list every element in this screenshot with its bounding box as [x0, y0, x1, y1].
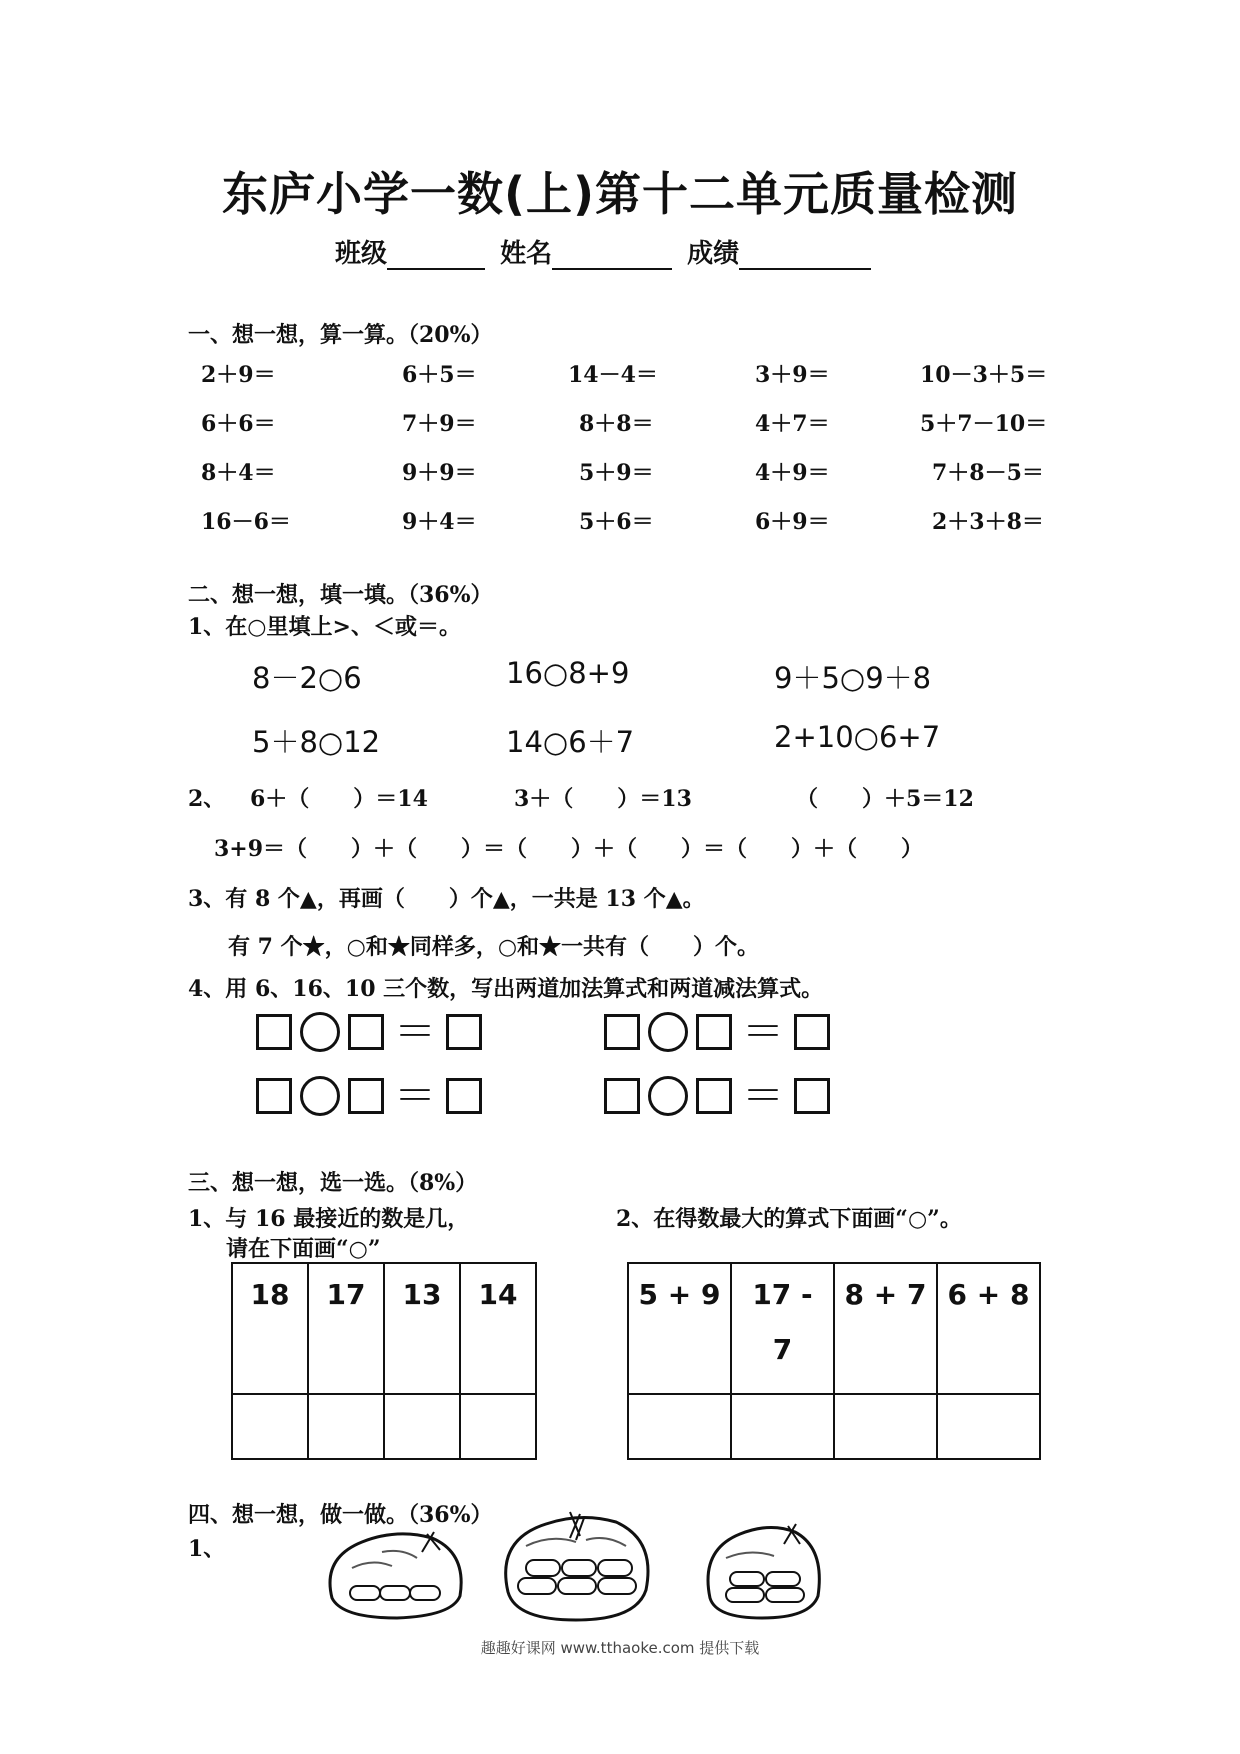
calc-item: 5＋7－10＝ [920, 411, 1048, 437]
question-3-2: 2、在得数最大的算式下面画“○”。 [616, 1206, 962, 1232]
answer-cell[interactable] [232, 1394, 308, 1459]
calc-item: 9＋9＝ [402, 460, 477, 486]
calc-item: 16－6＝ [201, 509, 291, 535]
calc-item: 6＋6＝ [201, 411, 276, 437]
option-cell: 14 [460, 1263, 536, 1394]
calc-item: 7＋8－5＝ [932, 460, 1044, 486]
compare-item: 16○8+9 [506, 656, 630, 690]
calc-item: 5＋9＝ [579, 460, 654, 486]
operator-circle[interactable] [648, 1012, 688, 1052]
question-2-3-line1: 3、有 8 个▲，再画（ ）个▲，一共是 13 个▲。 [188, 886, 705, 912]
answer-box[interactable] [794, 1078, 830, 1114]
compare-item: 2+10○6+7 [774, 720, 941, 754]
calc-item: 9＋4＝ [402, 509, 477, 535]
equation-template: ＝ [600, 1076, 834, 1116]
name-blank [552, 242, 672, 270]
calc-item: 8＋4＝ [201, 460, 276, 486]
answer-box[interactable] [794, 1014, 830, 1050]
calc-item: 4＋9＝ [755, 460, 830, 486]
calc-item: 7＋9＝ [402, 411, 477, 437]
question-2-4: 4、用 6、16、10 三个数，写出两道加法算式和两道减法算式。 [188, 976, 824, 1002]
answer-box[interactable] [696, 1014, 732, 1050]
option-cell: 18 [232, 1263, 308, 1394]
calc-item: 10－3＋5＝ [920, 362, 1048, 388]
answer-cell[interactable] [308, 1394, 384, 1459]
answer-cell[interactable] [937, 1394, 1040, 1459]
score-label: 成绩 [687, 239, 740, 269]
question-2-1: 1、在○里填上>、＜或＝。 [188, 614, 461, 640]
fill-item: 6＋（ ）＝14 [250, 786, 428, 812]
bread-bag-illustration [496, 1510, 658, 1626]
answer-cell[interactable] [731, 1394, 834, 1459]
answer-box[interactable] [348, 1014, 384, 1050]
section2-heading: 二、想一想，填一填。（36%） [188, 582, 493, 608]
answer-box[interactable] [604, 1014, 640, 1050]
fill-item: （ ）＋5＝12 [796, 786, 974, 812]
option-cell: 6 + 8 [937, 1263, 1040, 1394]
option-cell: 17 [308, 1263, 384, 1394]
calc-item: 14－4＝ [568, 362, 658, 388]
equation-template: ＝ [252, 1012, 486, 1052]
score-blank [739, 242, 871, 270]
calc-item: 4＋7＝ [755, 411, 830, 437]
answer-box[interactable] [696, 1078, 732, 1114]
page-title: 东庐小学一数(上)第十二单元质量检测 [221, 167, 1019, 221]
compare-item: 5＋8○12 [252, 725, 381, 759]
calc-item: 6＋9＝ [755, 509, 830, 535]
section3-heading: 三、想一想，选一选。（8%） [188, 1170, 478, 1196]
question-4-1-label: 1、 [188, 1536, 226, 1562]
answer-box[interactable] [604, 1078, 640, 1114]
answer-cell[interactable] [384, 1394, 460, 1459]
calc-item: 2＋3＋8＝ [932, 509, 1044, 535]
answer-box[interactable] [256, 1014, 292, 1050]
calc-item: 5＋6＝ [579, 509, 654, 535]
calc-item: 8＋8＝ [579, 411, 654, 437]
question-2-2-label: 2、 [188, 786, 226, 812]
question-2-3-line2: 有 7 个★，○和★同样多，○和★一共有（ ）个。 [228, 934, 760, 960]
option-cell: 8 + 7 [834, 1263, 937, 1394]
compare-item: 14○6＋7 [506, 725, 635, 759]
fill-chain: 3+9＝（ ）＋（ ）＝（ ）＋（ ）＝（ ）＋（ ） [214, 836, 924, 862]
name-label: 姓名 [500, 239, 553, 269]
compare-item: 9＋5○9＋8 [774, 661, 932, 695]
options-table-1 [231, 1262, 537, 1460]
footer-credit: 趣趣好课网 www.tthaoke.com 提供下载 [480, 1639, 760, 1657]
bread-bag-illustration [322, 1528, 472, 1624]
section1-heading: 一、想一想，算一算。（20%） [188, 322, 493, 348]
operator-circle[interactable] [300, 1012, 340, 1052]
answer-cell[interactable] [628, 1394, 731, 1459]
calc-item: 2＋9＝ [201, 362, 276, 388]
class-label: 班级 [335, 239, 388, 269]
answer-cell[interactable] [460, 1394, 536, 1459]
answer-box[interactable] [256, 1078, 292, 1114]
answer-box[interactable] [446, 1014, 482, 1050]
equation-template: ＝ [252, 1076, 486, 1116]
class-blank [387, 242, 485, 270]
answer-box[interactable] [348, 1078, 384, 1114]
bread-bag-illustration [700, 1522, 828, 1624]
question-3-1-line2: 请在下面画“○” [226, 1236, 381, 1262]
section4-heading: 四、想一想，做一做。（36%） [188, 1502, 493, 1528]
compare-item: 8－2○6 [252, 661, 362, 695]
options-table-2 [627, 1262, 1041, 1460]
fill-item: 3＋（ ）＝13 [514, 786, 692, 812]
answer-box[interactable] [446, 1078, 482, 1114]
answer-cell[interactable] [834, 1394, 937, 1459]
equation-template: ＝ [600, 1012, 834, 1052]
operator-circle[interactable] [300, 1076, 340, 1116]
question-3-1-line1: 1、与 16 最接近的数是几， [188, 1206, 470, 1232]
operator-circle[interactable] [648, 1076, 688, 1116]
option-cell: 17 - 7 [731, 1263, 834, 1394]
calc-item: 6＋5＝ [402, 362, 477, 388]
calc-item: 3＋9＝ [755, 362, 830, 388]
option-cell: 13 [384, 1263, 460, 1394]
option-cell: 5 + 9 [628, 1263, 731, 1394]
student-info-line [335, 233, 877, 270]
